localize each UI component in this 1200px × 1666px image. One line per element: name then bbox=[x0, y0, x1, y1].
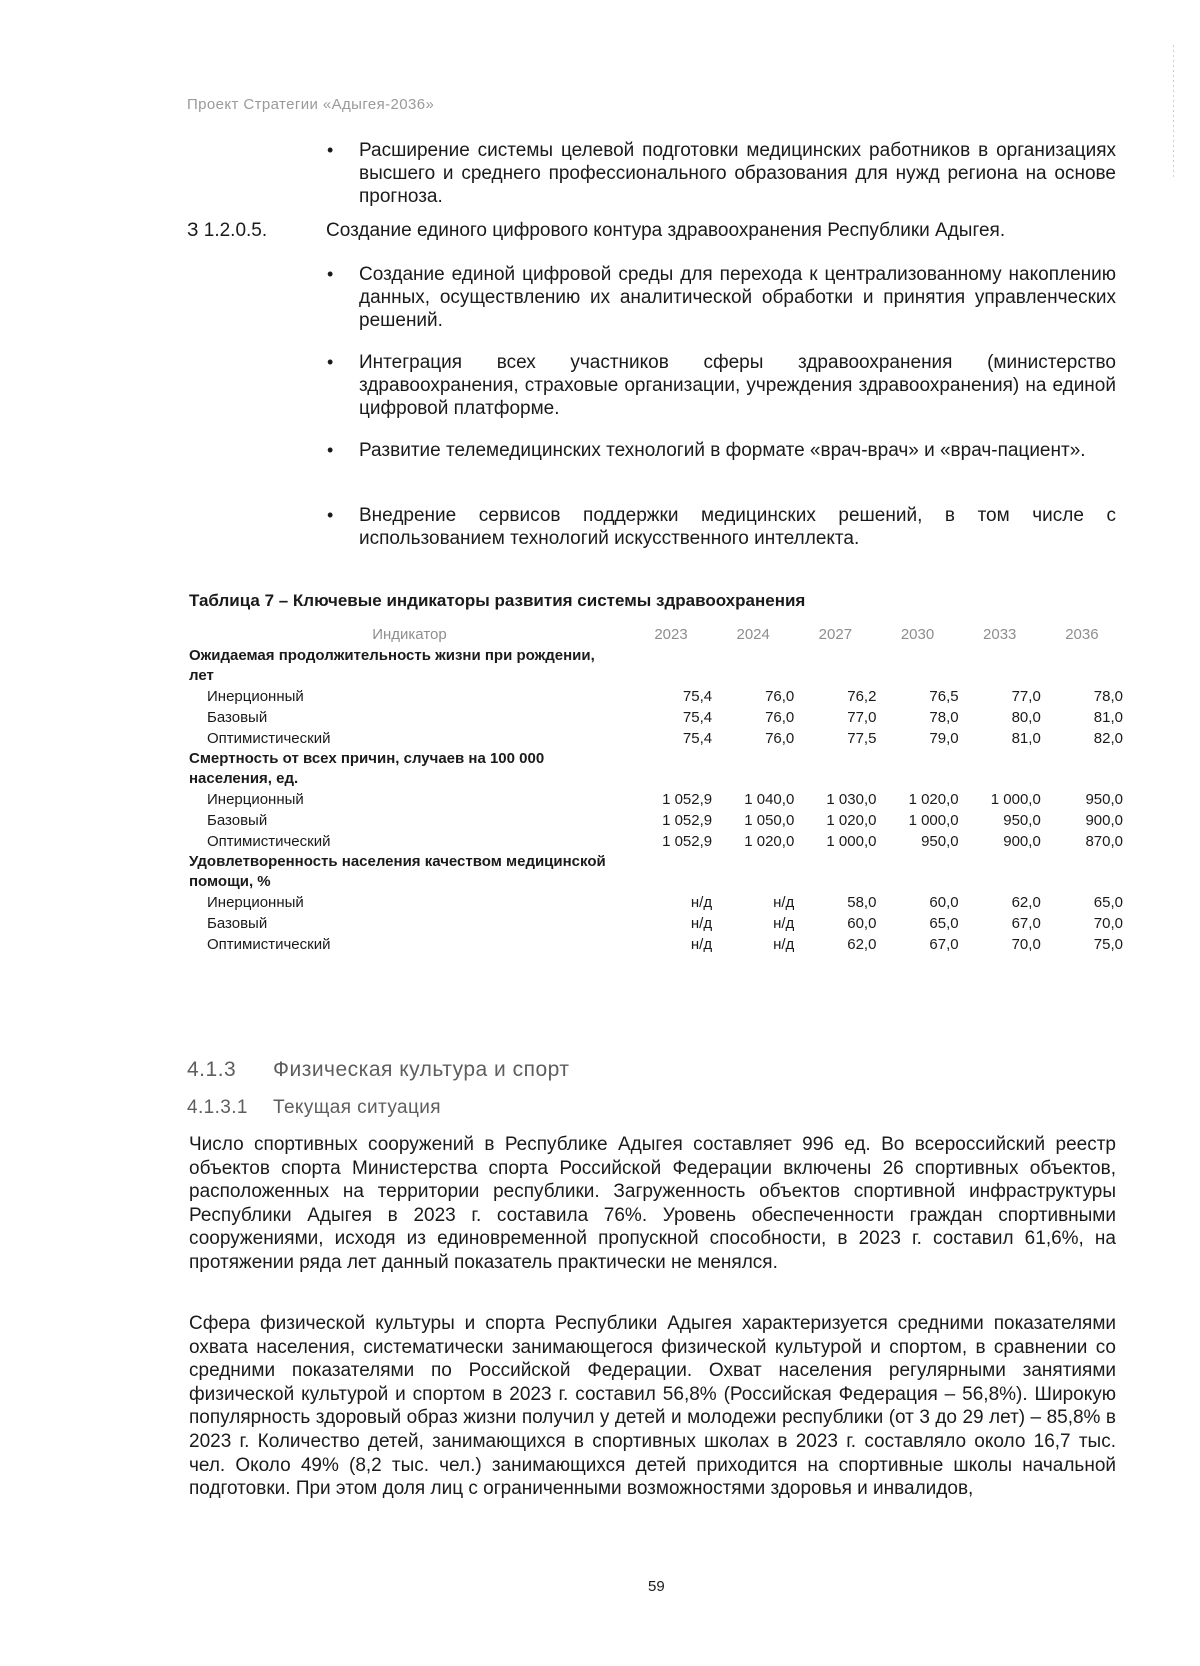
table-group-row bbox=[189, 749, 1123, 789]
cell-value: 1 000,0 bbox=[990, 791, 1041, 808]
cell-value: 62,0 bbox=[847, 936, 877, 953]
cell-value: 1 000,0 bbox=[826, 833, 877, 850]
scenario-label: Оптимистический bbox=[207, 936, 331, 953]
cell-value: 870,0 bbox=[1085, 833, 1123, 850]
cell-value: 78,0 bbox=[929, 709, 959, 726]
subsection-heading bbox=[187, 1058, 570, 1082]
header-year: 2024 bbox=[736, 625, 770, 643]
cell-value: 78,0 bbox=[1093, 688, 1123, 705]
scenario-label: Оптимистический bbox=[207, 730, 331, 747]
table-header-row bbox=[189, 622, 1123, 646]
cell-value: 76,0 bbox=[765, 709, 795, 726]
scenario-label: Базовый bbox=[207, 709, 268, 726]
header-year: 2036 bbox=[1065, 625, 1099, 643]
group-title: Удовлетворенность населения качеством медицинской помощи, % bbox=[189, 853, 606, 890]
subsection-title: Физическая культура и спорт bbox=[273, 1058, 570, 1081]
bullet-item: • Расширение системы целевой подготовки медицинских работников в организациях высшего и среднего профессионального образования для нужд региона на основе прогноза. bbox=[359, 139, 1116, 208]
cell-value: 1 020,0 bbox=[744, 833, 795, 850]
header-indicator: Индикатор bbox=[372, 625, 447, 643]
cell-value: 76,2 bbox=[847, 688, 877, 705]
cell-value: 76,5 bbox=[929, 688, 959, 705]
cell-value: 81,0 bbox=[1011, 730, 1041, 747]
scenario-label: Базовый bbox=[207, 812, 268, 829]
group-title: Ожидаемая продолжительность жизни при рождении, лет bbox=[189, 647, 595, 684]
table-caption: Таблица 7 – Ключевые индикаторы развития системы здравоохранения bbox=[189, 591, 806, 610]
scenario-label: Базовый bbox=[207, 915, 268, 932]
scenario-label: Оптимистический bbox=[207, 833, 331, 850]
cell-value: 900,0 bbox=[1003, 833, 1041, 850]
table-row bbox=[189, 934, 1123, 955]
cell-value: 1 000,0 bbox=[908, 812, 959, 829]
cell-value: н/д bbox=[773, 894, 795, 911]
cell-value: 950,0 bbox=[1085, 791, 1123, 808]
table-row bbox=[189, 707, 1123, 728]
header-year: 2027 bbox=[818, 625, 853, 643]
bullet-item: • Создание единой цифровой среды для перехода к централизованному накоплению данных, осуществлению их аналитической обработки и принятия управленческих решений. bbox=[359, 263, 1116, 332]
cell-value: 77,0 bbox=[1011, 688, 1041, 705]
scenario-label: Инерционный bbox=[207, 688, 304, 705]
cell-value: 60,0 bbox=[929, 894, 959, 911]
cell-value: 75,0 bbox=[1093, 936, 1123, 953]
table-row bbox=[189, 892, 1123, 913]
cell-value: 77,0 bbox=[847, 709, 877, 726]
header-year: 2023 bbox=[654, 625, 688, 643]
cell-value: 1 030,0 bbox=[826, 791, 877, 808]
cell-value: 62,0 bbox=[1011, 894, 1041, 911]
section-number: З 1.2.0.5. bbox=[187, 220, 268, 241]
cell-value: н/д bbox=[690, 936, 713, 953]
body-paragraph: Сфера физической культуры и спорта Республики Адыгея характеризуется средними показателями охвата населения, систематически занимающегося физической культурой и спортом, в сравнении со средними показателями по Российской Федерации. Охват населения регулярными занятиями физической культурой и спортом в 2023 г. составил 56,8% (Российская Федерация – 56,8%). Широкую популярность здоровый образ жизни получил у детей и молодежи республики (от 3 до 29 лет) – 85,8% в 2023 г. Количество детей, занимающихся в спортивных школах в 2023 г. составляло около 16,7 тыс. чел. Около 49% (8,2 тыс. чел.) занимающихся детей приходится на спортивные школы начальной подготовки. При этом доля лиц с ограниченными возможностями здоровья и инвалидов, bbox=[189, 1313, 1116, 1500]
cell-value: 82,0 bbox=[1093, 730, 1123, 747]
cell-value: 76,0 bbox=[765, 688, 795, 705]
bullet-item: • Интеграция всех участников сферы здравоохранения (министерство здравоохранения, страховые организации, учреждения здравоохранения) на единой цифровой платформе. bbox=[359, 351, 1116, 420]
scenario-label: Инерционный bbox=[207, 791, 304, 808]
cell-value: 65,0 bbox=[1093, 894, 1123, 911]
cell-value: 75,4 bbox=[682, 709, 713, 726]
cell-value: 1 050,0 bbox=[744, 812, 795, 829]
cell-value: 58,0 bbox=[847, 894, 877, 911]
header-year: 2030 bbox=[900, 625, 935, 643]
table-group-row bbox=[189, 852, 1123, 892]
cell-value: 1 040,0 bbox=[744, 791, 795, 808]
subsubsection-title: Текущая ситуация bbox=[273, 1097, 441, 1118]
cell-value: н/д bbox=[773, 915, 795, 932]
body-paragraph: Число спортивных сооружений в Республике Адыгея составляет 996 ед. Во всероссийский реестр объектов спорта Министерства спорта Российской Федерации включены 26 спортивных объектов, расположенных на территории республики. Загруженность объектов спортивной инфраструктуры Республики Адыгея в 2023 г. составила 76%. Уровень обеспеченности граждан спортивными сооружениями, исходя из единовременной пропускной способности, в 2023 г. составил 61,6%, на протяжении ряда лет данный показатель практически не менялся. bbox=[189, 1134, 1116, 1273]
table-row bbox=[189, 789, 1123, 810]
cell-value: н/д bbox=[690, 915, 713, 932]
bullet-item: • Внедрение сервисов поддержки медицинских решений, в том числе с использованием технологий искусственного интеллекта. bbox=[359, 504, 1116, 550]
bullet-item: • Развитие телемедицинских технологий в формате «врач-врач» и «врач-пациент». bbox=[359, 439, 1116, 462]
table-row bbox=[189, 831, 1123, 852]
subsubsection-number: 4.1.3.1 bbox=[187, 1097, 248, 1118]
cell-value: 79,0 bbox=[929, 730, 959, 747]
cell-value: 950,0 bbox=[921, 833, 959, 850]
cell-value: 900,0 bbox=[1085, 812, 1123, 829]
cell-value: 1 052,9 bbox=[662, 812, 713, 829]
cell-value: 70,0 bbox=[1011, 936, 1041, 953]
cell-value: 1 020,0 bbox=[826, 812, 877, 829]
header-year: 2033 bbox=[983, 625, 1017, 643]
indicators-table bbox=[189, 622, 1123, 955]
subsubsection-heading bbox=[187, 1097, 441, 1119]
page-number: 59 bbox=[648, 1578, 665, 1595]
cell-value: 67,0 bbox=[1011, 915, 1041, 932]
cell-value: 80,0 bbox=[1011, 709, 1041, 726]
cell-value: 60,0 bbox=[847, 915, 877, 932]
scan-edge-mark bbox=[1173, 45, 1174, 180]
section-title: Создание единого цифрового контура здравоохранения Республики Адыгея. bbox=[326, 220, 1006, 241]
subsection-number: 4.1.3 bbox=[187, 1058, 237, 1081]
table-group-row bbox=[189, 646, 1123, 686]
page-header: Проект Стратегии «Адыгея-2036» bbox=[187, 96, 435, 113]
cell-value: н/д bbox=[773, 936, 795, 953]
cell-value: 65,0 bbox=[929, 915, 959, 932]
cell-value: 77,5 bbox=[847, 730, 877, 747]
scenario-label: Инерционный bbox=[207, 894, 304, 911]
cell-value: 1 052,9 bbox=[662, 833, 713, 850]
cell-value: 75,4 bbox=[682, 730, 713, 747]
table-row bbox=[189, 913, 1123, 934]
cell-value: 1 020,0 bbox=[908, 791, 959, 808]
cell-value: н/д bbox=[690, 894, 713, 911]
cell-value: 75,4 bbox=[682, 688, 713, 705]
cell-value: 67,0 bbox=[929, 936, 959, 953]
cell-value: 1 052,9 bbox=[662, 791, 713, 808]
table-row bbox=[189, 686, 1123, 707]
group-title: Смертность от всех причин, случаев на 100 000 населения, ед. bbox=[189, 750, 545, 787]
table-row bbox=[189, 810, 1123, 831]
cell-value: 81,0 bbox=[1093, 709, 1123, 726]
cell-value: 76,0 bbox=[765, 730, 795, 747]
table-row bbox=[189, 728, 1123, 749]
cell-value: 70,0 bbox=[1093, 915, 1123, 932]
cell-value: 950,0 bbox=[1003, 812, 1041, 829]
